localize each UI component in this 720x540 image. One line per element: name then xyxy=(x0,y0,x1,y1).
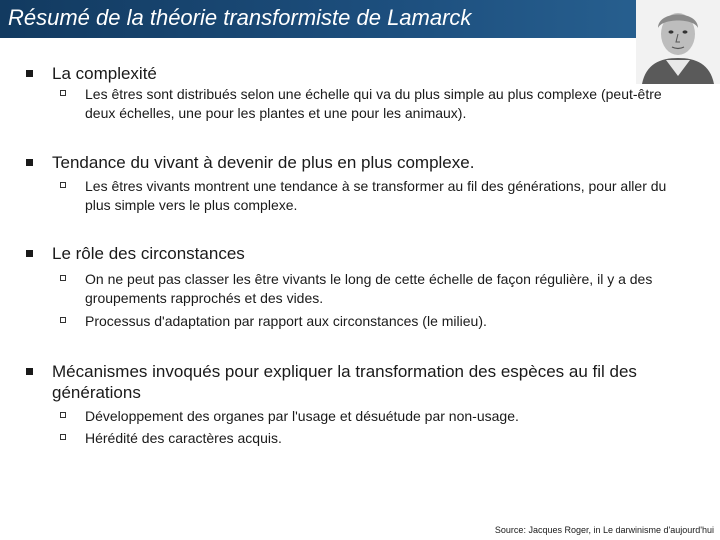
section-heading: Le rôle des circonstances xyxy=(52,244,245,263)
list-item-text: Processus d'adaptation par rapport aux circonstances (le milieu). xyxy=(85,313,487,329)
square-bullet-icon xyxy=(26,250,33,257)
hollow-square-bullet-icon xyxy=(60,182,66,188)
source-citation: Source: Jacques Roger, in Le darwinisme d'aujourd'hui xyxy=(494,525,714,535)
hollow-square-bullet-icon xyxy=(60,275,66,281)
hollow-square-bullet-icon xyxy=(60,317,66,323)
list-item-text: On ne peut pas classer les être vivants le long de cette échelle de façon régulière, il y a des groupements rapprochés et des vides. xyxy=(85,271,653,306)
list-item-text: Les êtres vivants montrent une tendance à se transformer au fil des générations, pour aller du plus simple vers le plus complexe. xyxy=(85,178,667,213)
square-bullet-icon xyxy=(26,368,33,375)
list-item-text: Les êtres sont distribués selon une échelle qui va du plus simple au plus complexe (peut-être deux échelles, une pour les plantes et une pour les animaux). xyxy=(85,86,662,121)
square-bullet-icon xyxy=(26,70,33,77)
title-bar xyxy=(0,0,720,38)
section-heading: La complexité xyxy=(52,64,157,83)
hollow-square-bullet-icon xyxy=(60,90,66,96)
hollow-square-bullet-icon xyxy=(60,434,66,440)
slide-title: Résumé de la théorie transformiste de Lamarck xyxy=(8,5,472,30)
section-heading: Mécanismes invoqués pour expliquer la transformation des espèces au fil des générations xyxy=(52,362,637,402)
list-item-text: Développement des organes par l'usage et désuétude par non-usage. xyxy=(85,408,519,424)
section-heading: Tendance du vivant à devenir de plus en plus complexe. xyxy=(52,153,475,172)
hollow-square-bullet-icon xyxy=(60,412,66,418)
list-item-text: Hérédité des caractères acquis. xyxy=(85,430,282,446)
square-bullet-icon xyxy=(26,159,33,166)
